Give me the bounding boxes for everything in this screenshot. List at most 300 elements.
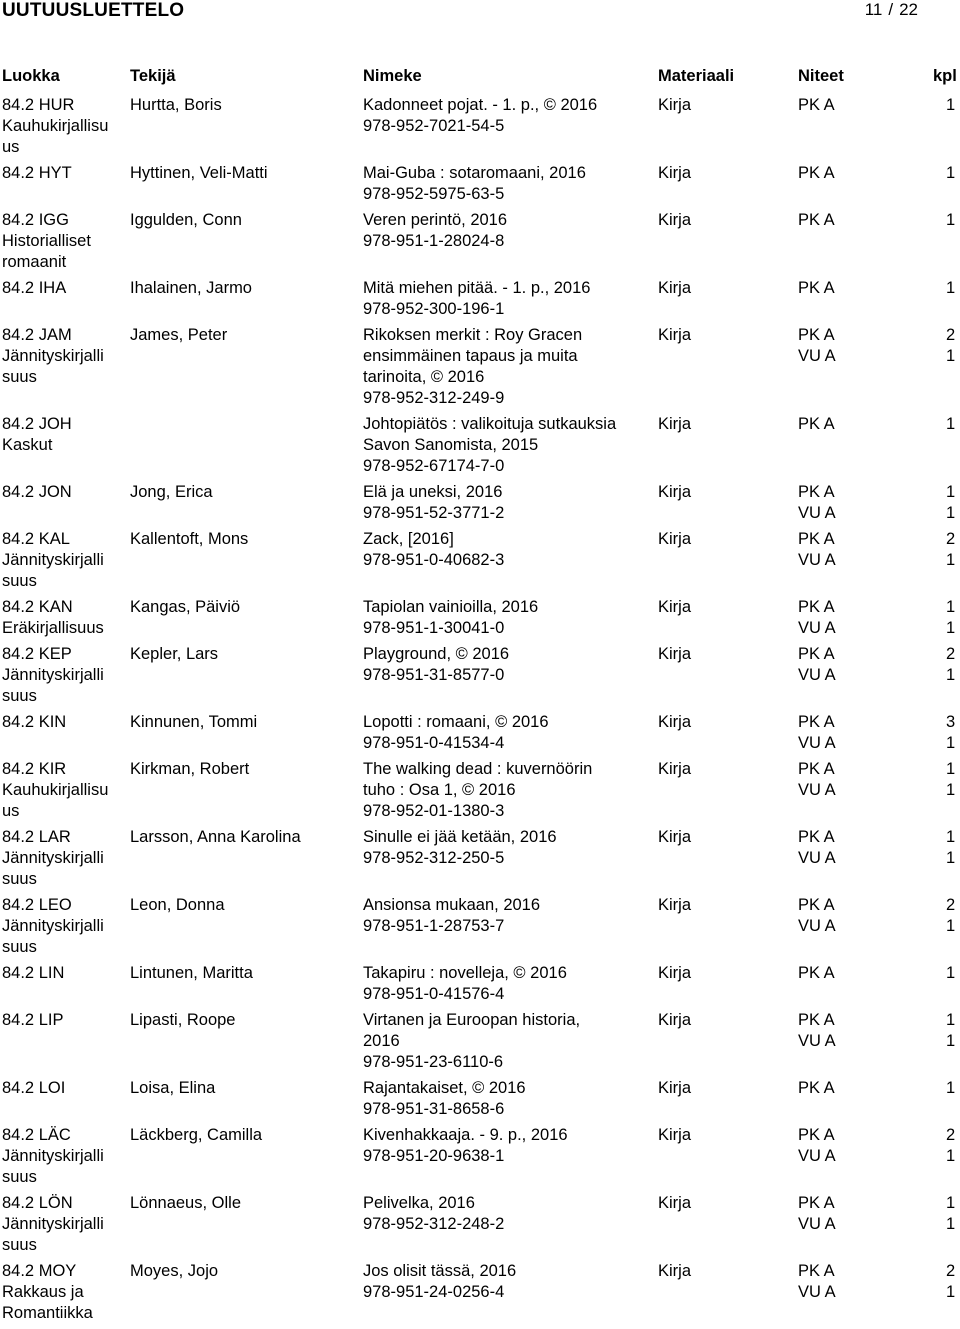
nimeke-cell-line: 978-951-52-3771-2 bbox=[363, 504, 505, 522]
kpl-cell-line: 1 bbox=[946, 917, 956, 935]
luokka-cell-line: 84.2 KAN bbox=[2, 598, 73, 616]
luokka-cell-line: us bbox=[2, 138, 20, 156]
nimeke-cell-line: Rikoksen merkit : Roy Gracen bbox=[363, 326, 583, 344]
tekija-cell: Kinnunen, Tommi bbox=[130, 713, 258, 731]
kpl-cell-line: 1 bbox=[946, 619, 956, 637]
luokka-cell bbox=[2, 1010, 124, 1031]
table-row bbox=[0, 963, 960, 1010]
header-materiaali: Materiaali bbox=[658, 67, 735, 85]
niteet-cell bbox=[798, 210, 835, 231]
niteet-cell-line: VU A bbox=[798, 917, 836, 935]
kpl-cell-line: 1 bbox=[946, 760, 956, 778]
niteet-cell-line: PK A bbox=[798, 1126, 835, 1144]
nimeke-cell-line: 978-952-7021-54-5 bbox=[363, 117, 505, 135]
niteet-cell-line: VU A bbox=[798, 347, 836, 365]
page-total: 22 bbox=[899, 0, 918, 19]
nimeke-cell-line: 2016 bbox=[363, 1032, 400, 1050]
table-row bbox=[0, 1125, 960, 1193]
nimeke-cell bbox=[363, 163, 655, 205]
kpl-cell bbox=[946, 95, 955, 116]
luokka-cell bbox=[2, 1193, 124, 1256]
table-row bbox=[0, 163, 960, 210]
table-row bbox=[0, 482, 960, 529]
luokka-cell-line: romaanit bbox=[2, 253, 67, 271]
header-niteet: Niteet bbox=[798, 67, 844, 85]
table-row bbox=[0, 895, 960, 963]
luokka-cell bbox=[2, 963, 124, 984]
table-row bbox=[0, 210, 960, 278]
luokka-cell bbox=[2, 1261, 124, 1324]
niteet-cell-line: VU A bbox=[798, 849, 836, 867]
niteet-cell-line: VU A bbox=[798, 666, 836, 684]
tekija-cell: Lintunen, Maritta bbox=[130, 964, 253, 982]
niteet-cell-line: VU A bbox=[798, 504, 836, 522]
nimeke-cell-line: Kadonneet pojat. - 1. p., © 2016 bbox=[363, 96, 598, 114]
luokka-cell-line: 84.2 LOI bbox=[2, 1079, 66, 1097]
header-tekija: Tekijä bbox=[130, 67, 176, 85]
niteet-cell bbox=[798, 759, 836, 801]
materiaali-cell: Kirja bbox=[658, 1079, 692, 1097]
materiaali-cell: Kirja bbox=[658, 760, 692, 778]
page-current: 11 bbox=[864, 0, 883, 19]
nimeke-cell-line: 978-951-1-28753-7 bbox=[363, 917, 505, 935]
tekija-cell: Hyttinen, Veli-Matti bbox=[130, 164, 268, 182]
luokka-cell-line: suus bbox=[2, 1236, 37, 1254]
nimeke-cell-line: Elä ja uneksi, 2016 bbox=[363, 483, 503, 501]
kpl-cell bbox=[946, 1078, 955, 1099]
nimeke-cell bbox=[363, 1193, 655, 1235]
kpl-cell-line: 2 bbox=[946, 645, 956, 663]
nimeke-cell-line: The walking dead : kuvernöörin bbox=[363, 760, 593, 778]
kpl-cell-line: 1 bbox=[946, 1011, 956, 1029]
luokka-cell bbox=[2, 163, 124, 184]
niteet-cell-line: PK A bbox=[798, 760, 835, 778]
niteet-cell bbox=[798, 1078, 835, 1099]
tekija-cell: Moyes, Jojo bbox=[130, 1262, 219, 1280]
kpl-cell bbox=[946, 895, 955, 937]
tekija-cell: Läckberg, Camilla bbox=[130, 1126, 263, 1144]
kpl-cell bbox=[946, 1125, 955, 1167]
niteet-cell bbox=[798, 482, 836, 524]
kpl-cell-line: 1 bbox=[946, 1147, 956, 1165]
luokka-cell bbox=[2, 278, 124, 299]
luokka-cell-line: Rakkaus ja bbox=[2, 1283, 84, 1301]
table-header bbox=[0, 67, 960, 89]
nimeke-cell bbox=[363, 482, 655, 524]
materiaali-cell: Kirja bbox=[658, 964, 692, 982]
nimeke-cell bbox=[363, 597, 655, 639]
tekija-cell: Kepler, Lars bbox=[130, 645, 219, 663]
kpl-cell-line: 1 bbox=[946, 734, 956, 752]
kpl-cell bbox=[946, 278, 955, 299]
tekija-cell: Loisa, Elina bbox=[130, 1079, 216, 1097]
nimeke-cell-line: 978-951-1-30041-0 bbox=[363, 619, 505, 637]
nimeke-cell bbox=[363, 644, 655, 686]
table-row bbox=[0, 827, 960, 895]
luokka-cell-line: Jännityskirjalli bbox=[2, 1215, 104, 1233]
nimeke-cell-line: Mitä miehen pitää. - 1. p., 2016 bbox=[363, 279, 591, 297]
niteet-cell-line: PK A bbox=[798, 828, 835, 846]
luokka-cell bbox=[2, 210, 124, 273]
niteet-cell-line: PK A bbox=[798, 1194, 835, 1212]
nimeke-cell-line: 978-951-20-9638-1 bbox=[363, 1147, 505, 1165]
tekija-cell: Ihalainen, Jarmo bbox=[130, 279, 252, 297]
luokka-cell-line: 84.2 JOH bbox=[2, 415, 72, 433]
nimeke-cell bbox=[363, 963, 655, 1005]
kpl-cell-line: 1 bbox=[946, 347, 956, 365]
luokka-cell bbox=[2, 644, 124, 707]
luokka-cell-line: 84.2 KAL bbox=[2, 530, 70, 548]
materiaali-cell: Kirja bbox=[658, 483, 692, 501]
kpl-cell-line: 1 bbox=[946, 1215, 956, 1233]
nimeke-cell-line: 978-952-67174-7-0 bbox=[363, 457, 505, 475]
nimeke-cell bbox=[363, 325, 655, 409]
nimeke-cell-line: tuho : Osa 1, © 2016 bbox=[363, 781, 516, 799]
luokka-cell-line: Jännityskirjalli bbox=[2, 917, 104, 935]
materiaali-cell: Kirja bbox=[658, 713, 692, 731]
luokka-cell-line: 84.2 KEP bbox=[2, 645, 72, 663]
kpl-cell-line: 2 bbox=[946, 530, 956, 548]
kpl-cell bbox=[946, 325, 955, 367]
niteet-cell bbox=[798, 278, 835, 299]
nimeke-cell-line: 978-951-23-6110-6 bbox=[363, 1053, 504, 1071]
luokka-cell-line: Eräkirjallisuus bbox=[2, 619, 104, 637]
luokka-cell-line: 84.2 KIN bbox=[2, 713, 67, 731]
luokka-cell-line: Jännityskirjalli bbox=[2, 849, 104, 867]
kpl-cell-line: 1 bbox=[946, 164, 956, 182]
luokka-cell-line: Historialliset bbox=[2, 232, 91, 250]
kpl-cell-line: 1 bbox=[946, 849, 956, 867]
nimeke-cell bbox=[363, 1010, 655, 1073]
table-row bbox=[0, 278, 960, 325]
tekija-cell: Iggulden, Conn bbox=[130, 211, 242, 229]
luokka-cell-line: 84.2 IGG bbox=[2, 211, 69, 229]
luokka-cell-line: us bbox=[2, 802, 20, 820]
kpl-cell bbox=[946, 597, 955, 639]
nimeke-cell-line: 978-951-24-0256-4 bbox=[363, 1283, 505, 1301]
page-separator: / bbox=[888, 0, 894, 19]
luokka-cell-line: Romantiikka bbox=[2, 1304, 93, 1322]
luokka-cell-line: 84.2 LÖN bbox=[2, 1194, 73, 1212]
kpl-cell-line: 2 bbox=[946, 896, 956, 914]
tekija-cell: James, Peter bbox=[130, 326, 228, 344]
nimeke-cell-line: 978-952-312-249-9 bbox=[363, 389, 505, 407]
materiaali-cell: Kirja bbox=[658, 164, 692, 182]
luokka-cell-line: suus bbox=[2, 687, 37, 705]
table-row bbox=[0, 597, 960, 644]
niteet-cell-line: VU A bbox=[798, 1215, 836, 1233]
luokka-cell bbox=[2, 414, 124, 456]
luokka-cell bbox=[2, 759, 124, 822]
kpl-cell bbox=[946, 482, 955, 524]
nimeke-cell bbox=[363, 759, 655, 822]
luokka-cell bbox=[2, 597, 124, 639]
niteet-cell-line: PK A bbox=[798, 530, 835, 548]
niteet-cell bbox=[798, 644, 836, 686]
nimeke-cell bbox=[363, 95, 655, 137]
kpl-cell bbox=[946, 963, 955, 984]
nimeke-cell-line: Rajantakaiset, © 2016 bbox=[363, 1079, 526, 1097]
luokka-cell-line: 84.2 LAR bbox=[2, 828, 71, 846]
table-row bbox=[0, 414, 960, 482]
kpl-cell-line: 1 bbox=[946, 598, 956, 616]
niteet-cell-line: VU A bbox=[798, 1032, 836, 1050]
nimeke-cell-line: 978-951-31-8658-6 bbox=[363, 1100, 505, 1118]
materiaali-cell: Kirja bbox=[658, 279, 692, 297]
nimeke-cell bbox=[363, 895, 655, 937]
kpl-cell-line: 1 bbox=[946, 1283, 956, 1301]
kpl-cell bbox=[946, 827, 955, 869]
niteet-cell-line: PK A bbox=[798, 896, 835, 914]
table-row bbox=[0, 1010, 960, 1078]
niteet-cell-line: PK A bbox=[798, 326, 835, 344]
tekija-cell: Kallentoft, Mons bbox=[130, 530, 249, 548]
table-row bbox=[0, 1261, 960, 1329]
kpl-cell-line: 2 bbox=[946, 1262, 956, 1280]
niteet-cell-line: PK A bbox=[798, 1262, 835, 1280]
tekija-cell: Kirkman, Robert bbox=[130, 760, 250, 778]
niteet-cell-line: PK A bbox=[798, 164, 835, 182]
kpl-cell-line: 1 bbox=[946, 96, 956, 114]
niteet-cell bbox=[798, 827, 836, 869]
niteet-cell bbox=[798, 1193, 836, 1235]
luokka-cell-line: 84.2 MOY bbox=[2, 1262, 77, 1280]
niteet-cell-line: VU A bbox=[798, 1147, 836, 1165]
nimeke-cell-line: 978-952-5975-63-5 bbox=[363, 185, 505, 203]
kpl-cell bbox=[946, 414, 955, 435]
niteet-cell bbox=[798, 597, 836, 639]
catalog-list bbox=[0, 95, 960, 1329]
nimeke-cell-line: 978-951-31-8577-0 bbox=[363, 666, 505, 684]
luokka-cell-line: 84.2 LIP bbox=[2, 1011, 64, 1029]
niteet-cell-line: VU A bbox=[798, 551, 836, 569]
nimeke-cell-line: Ansionsa mukaan, 2016 bbox=[363, 896, 541, 914]
kpl-cell bbox=[946, 163, 955, 184]
header-nimeke: Nimeke bbox=[363, 67, 422, 85]
luokka-cell-line: Kauhukirjallisu bbox=[2, 781, 109, 799]
luokka-cell-line: 84.2 IHA bbox=[2, 279, 67, 297]
header-kpl: kpl bbox=[933, 67, 957, 85]
materiaali-cell: Kirja bbox=[658, 1194, 692, 1212]
tekija-cell: Lönnaeus, Olle bbox=[130, 1194, 241, 1212]
niteet-cell-line: VU A bbox=[798, 619, 836, 637]
luokka-cell bbox=[2, 1125, 124, 1188]
kpl-cell-line: 1 bbox=[946, 483, 956, 501]
materiaali-cell: Kirja bbox=[658, 211, 692, 229]
table-row bbox=[0, 644, 960, 712]
nimeke-cell-line: ensimmäinen tapaus ja muita bbox=[363, 347, 578, 365]
nimeke-cell-line: Kivenhakkaaja. - 9. p., 2016 bbox=[363, 1126, 568, 1144]
table-row bbox=[0, 1193, 960, 1261]
niteet-cell bbox=[798, 712, 836, 754]
luokka-cell-line: 84.2 JAM bbox=[2, 326, 72, 344]
luokka-cell-line: suus bbox=[2, 572, 37, 590]
page-title: UUTUUSLUETTELO bbox=[2, 0, 185, 21]
nimeke-cell-line: Johtopiätös : valikoituja sutkauksia bbox=[363, 415, 617, 433]
niteet-cell-line: PK A bbox=[798, 645, 835, 663]
materiaali-cell: Kirja bbox=[658, 1126, 692, 1144]
nimeke-cell-line: Savon Sanomista, 2015 bbox=[363, 436, 539, 454]
table-row bbox=[0, 712, 960, 759]
nimeke-cell-line: Pelivelka, 2016 bbox=[363, 1194, 475, 1212]
nimeke-cell bbox=[363, 1261, 655, 1303]
niteet-cell-line: PK A bbox=[798, 415, 835, 433]
kpl-cell-line: 1 bbox=[946, 1194, 956, 1212]
kpl-cell-line: 2 bbox=[946, 326, 956, 344]
nimeke-cell-line: Lopotti : romaani, © 2016 bbox=[363, 713, 549, 731]
niteet-cell-line: VU A bbox=[798, 734, 836, 752]
kpl-cell-line: 1 bbox=[946, 279, 956, 297]
niteet-cell bbox=[798, 1010, 836, 1052]
niteet-cell-line: PK A bbox=[798, 1079, 835, 1097]
nimeke-cell-line: 978-952-312-248-2 bbox=[363, 1215, 505, 1233]
luokka-cell-line: Kaskut bbox=[2, 436, 53, 454]
nimeke-cell bbox=[363, 210, 655, 252]
tekija-cell: Leon, Donna bbox=[130, 896, 225, 914]
kpl-cell-line: 1 bbox=[946, 1079, 956, 1097]
nimeke-cell-line: 978-951-0-41576-4 bbox=[363, 985, 505, 1003]
niteet-cell-line: VU A bbox=[798, 1283, 836, 1301]
luokka-cell-line: Jännityskirjalli bbox=[2, 347, 104, 365]
tekija-cell: Jong, Erica bbox=[130, 483, 213, 501]
nimeke-cell-line: Takapiru : novelleja, © 2016 bbox=[363, 964, 567, 982]
luokka-cell bbox=[2, 529, 124, 592]
nimeke-cell-line: Sinulle ei jää ketään, 2016 bbox=[363, 828, 557, 846]
nimeke-cell-line: 978-952-01-1380-3 bbox=[363, 802, 505, 820]
luokka-cell-line: 84.2 LEO bbox=[2, 896, 72, 914]
luokka-cell-line: 84.2 LÄC bbox=[2, 1126, 71, 1144]
nimeke-cell bbox=[363, 827, 655, 869]
materiaali-cell: Kirja bbox=[658, 896, 692, 914]
materiaali-cell: Kirja bbox=[658, 1011, 692, 1029]
niteet-cell-line: PK A bbox=[798, 96, 835, 114]
page-number bbox=[865, 0, 918, 20]
kpl-cell bbox=[946, 644, 955, 686]
materiaali-cell: Kirja bbox=[658, 645, 692, 663]
niteet-cell bbox=[798, 1125, 836, 1167]
luokka-cell-line: 84.2 HYT bbox=[2, 164, 72, 182]
niteet-cell-line: PK A bbox=[798, 211, 835, 229]
tekija-cell: Hurtta, Boris bbox=[130, 96, 222, 114]
luokka-cell bbox=[2, 712, 124, 733]
nimeke-cell-line: Veren perintö, 2016 bbox=[363, 211, 508, 229]
tekija-cell: Kangas, Päiviö bbox=[130, 598, 241, 616]
niteet-cell bbox=[798, 325, 836, 367]
nimeke-cell-line: Zack, [2016] bbox=[363, 530, 454, 548]
nimeke-cell bbox=[363, 1078, 655, 1120]
kpl-cell bbox=[946, 210, 955, 231]
kpl-cell-line: 2 bbox=[946, 1126, 956, 1144]
niteet-cell-line: PK A bbox=[798, 964, 835, 982]
nimeke-cell-line: 978-951-0-40682-3 bbox=[363, 551, 505, 569]
luokka-cell-line: suus bbox=[2, 938, 37, 956]
nimeke-cell-line: Jos olisit tässä, 2016 bbox=[363, 1262, 517, 1280]
kpl-cell-line: 1 bbox=[946, 666, 956, 684]
luokka-cell-line: Jännityskirjalli bbox=[2, 1147, 104, 1165]
niteet-cell-line: PK A bbox=[798, 713, 835, 731]
luokka-cell-line: suus bbox=[2, 1168, 37, 1186]
niteet-cell bbox=[798, 1261, 836, 1303]
luokka-cell bbox=[2, 895, 124, 958]
kpl-cell-line: 1 bbox=[946, 1032, 956, 1050]
luokka-cell bbox=[2, 827, 124, 890]
kpl-cell-line: 1 bbox=[946, 964, 956, 982]
materiaali-cell: Kirja bbox=[658, 828, 692, 846]
niteet-cell-line: PK A bbox=[798, 279, 835, 297]
nimeke-cell-line: 978-952-300-196-1 bbox=[363, 300, 505, 318]
niteet-cell bbox=[798, 95, 835, 116]
niteet-cell bbox=[798, 163, 835, 184]
niteet-cell bbox=[798, 414, 835, 435]
nimeke-cell-line: 978-952-312-250-5 bbox=[363, 849, 505, 867]
luokka-cell-line: suus bbox=[2, 870, 37, 888]
kpl-cell-line: 1 bbox=[946, 504, 956, 522]
luokka-cell-line: 84.2 JON bbox=[2, 483, 72, 501]
luokka-cell bbox=[2, 95, 124, 158]
tekija-cell: Lipasti, Roope bbox=[130, 1011, 236, 1029]
luokka-cell-line: suus bbox=[2, 368, 37, 386]
niteet-cell-line: VU A bbox=[798, 781, 836, 799]
luokka-cell bbox=[2, 325, 124, 388]
nimeke-cell-line: Mai-Guba : sotaromaani, 2016 bbox=[363, 164, 586, 182]
niteet-cell bbox=[798, 895, 836, 937]
niteet-cell-line: PK A bbox=[798, 598, 835, 616]
tekija-cell: Larsson, Anna Karolina bbox=[130, 828, 301, 846]
table-row bbox=[0, 325, 960, 414]
materiaali-cell: Kirja bbox=[658, 96, 692, 114]
luokka-cell bbox=[2, 1078, 124, 1099]
kpl-cell-line: 3 bbox=[946, 713, 956, 731]
table-row bbox=[0, 759, 960, 827]
header-luokka: Luokka bbox=[2, 67, 60, 85]
kpl-cell bbox=[946, 1261, 955, 1303]
nimeke-cell-line: tarinoita, © 2016 bbox=[363, 368, 485, 386]
materiaali-cell: Kirja bbox=[658, 598, 692, 616]
kpl-cell-line: 1 bbox=[946, 211, 956, 229]
nimeke-cell bbox=[363, 529, 655, 571]
nimeke-cell-line: Tapiolan vainioilla, 2016 bbox=[363, 598, 539, 616]
table-row bbox=[0, 1078, 960, 1125]
niteet-cell bbox=[798, 529, 836, 571]
kpl-cell bbox=[946, 759, 955, 801]
kpl-cell bbox=[946, 1193, 955, 1235]
nimeke-cell bbox=[363, 712, 655, 754]
luokka-cell-line: Kauhukirjallisu bbox=[2, 117, 109, 135]
kpl-cell-line: 1 bbox=[946, 415, 956, 433]
kpl-cell-line: 1 bbox=[946, 551, 956, 569]
luokka-cell-line: 84.2 HUR bbox=[2, 96, 75, 114]
niteet-cell-line: PK A bbox=[798, 1011, 835, 1029]
nimeke-cell-line: Virtanen ja Euroopan historia, bbox=[363, 1011, 581, 1029]
luokka-cell-line: Jännityskirjalli bbox=[2, 666, 104, 684]
luokka-cell-line: 84.2 KIR bbox=[2, 760, 67, 778]
niteet-cell bbox=[798, 963, 835, 984]
nimeke-cell bbox=[363, 1125, 655, 1167]
table-row bbox=[0, 529, 960, 597]
table-row bbox=[0, 95, 960, 163]
kpl-cell bbox=[946, 1010, 955, 1052]
kpl-cell-line: 1 bbox=[946, 828, 956, 846]
materiaali-cell: Kirja bbox=[658, 326, 692, 344]
nimeke-cell-line: 978-951-0-41534-4 bbox=[363, 734, 505, 752]
nimeke-cell-line: Playground, © 2016 bbox=[363, 645, 510, 663]
luokka-cell-line: Jännityskirjalli bbox=[2, 551, 104, 569]
luokka-cell bbox=[2, 482, 124, 503]
materiaali-cell: Kirja bbox=[658, 1262, 692, 1280]
materiaali-cell: Kirja bbox=[658, 530, 692, 548]
luokka-cell-line: 84.2 LIN bbox=[2, 964, 65, 982]
kpl-cell bbox=[946, 529, 955, 571]
